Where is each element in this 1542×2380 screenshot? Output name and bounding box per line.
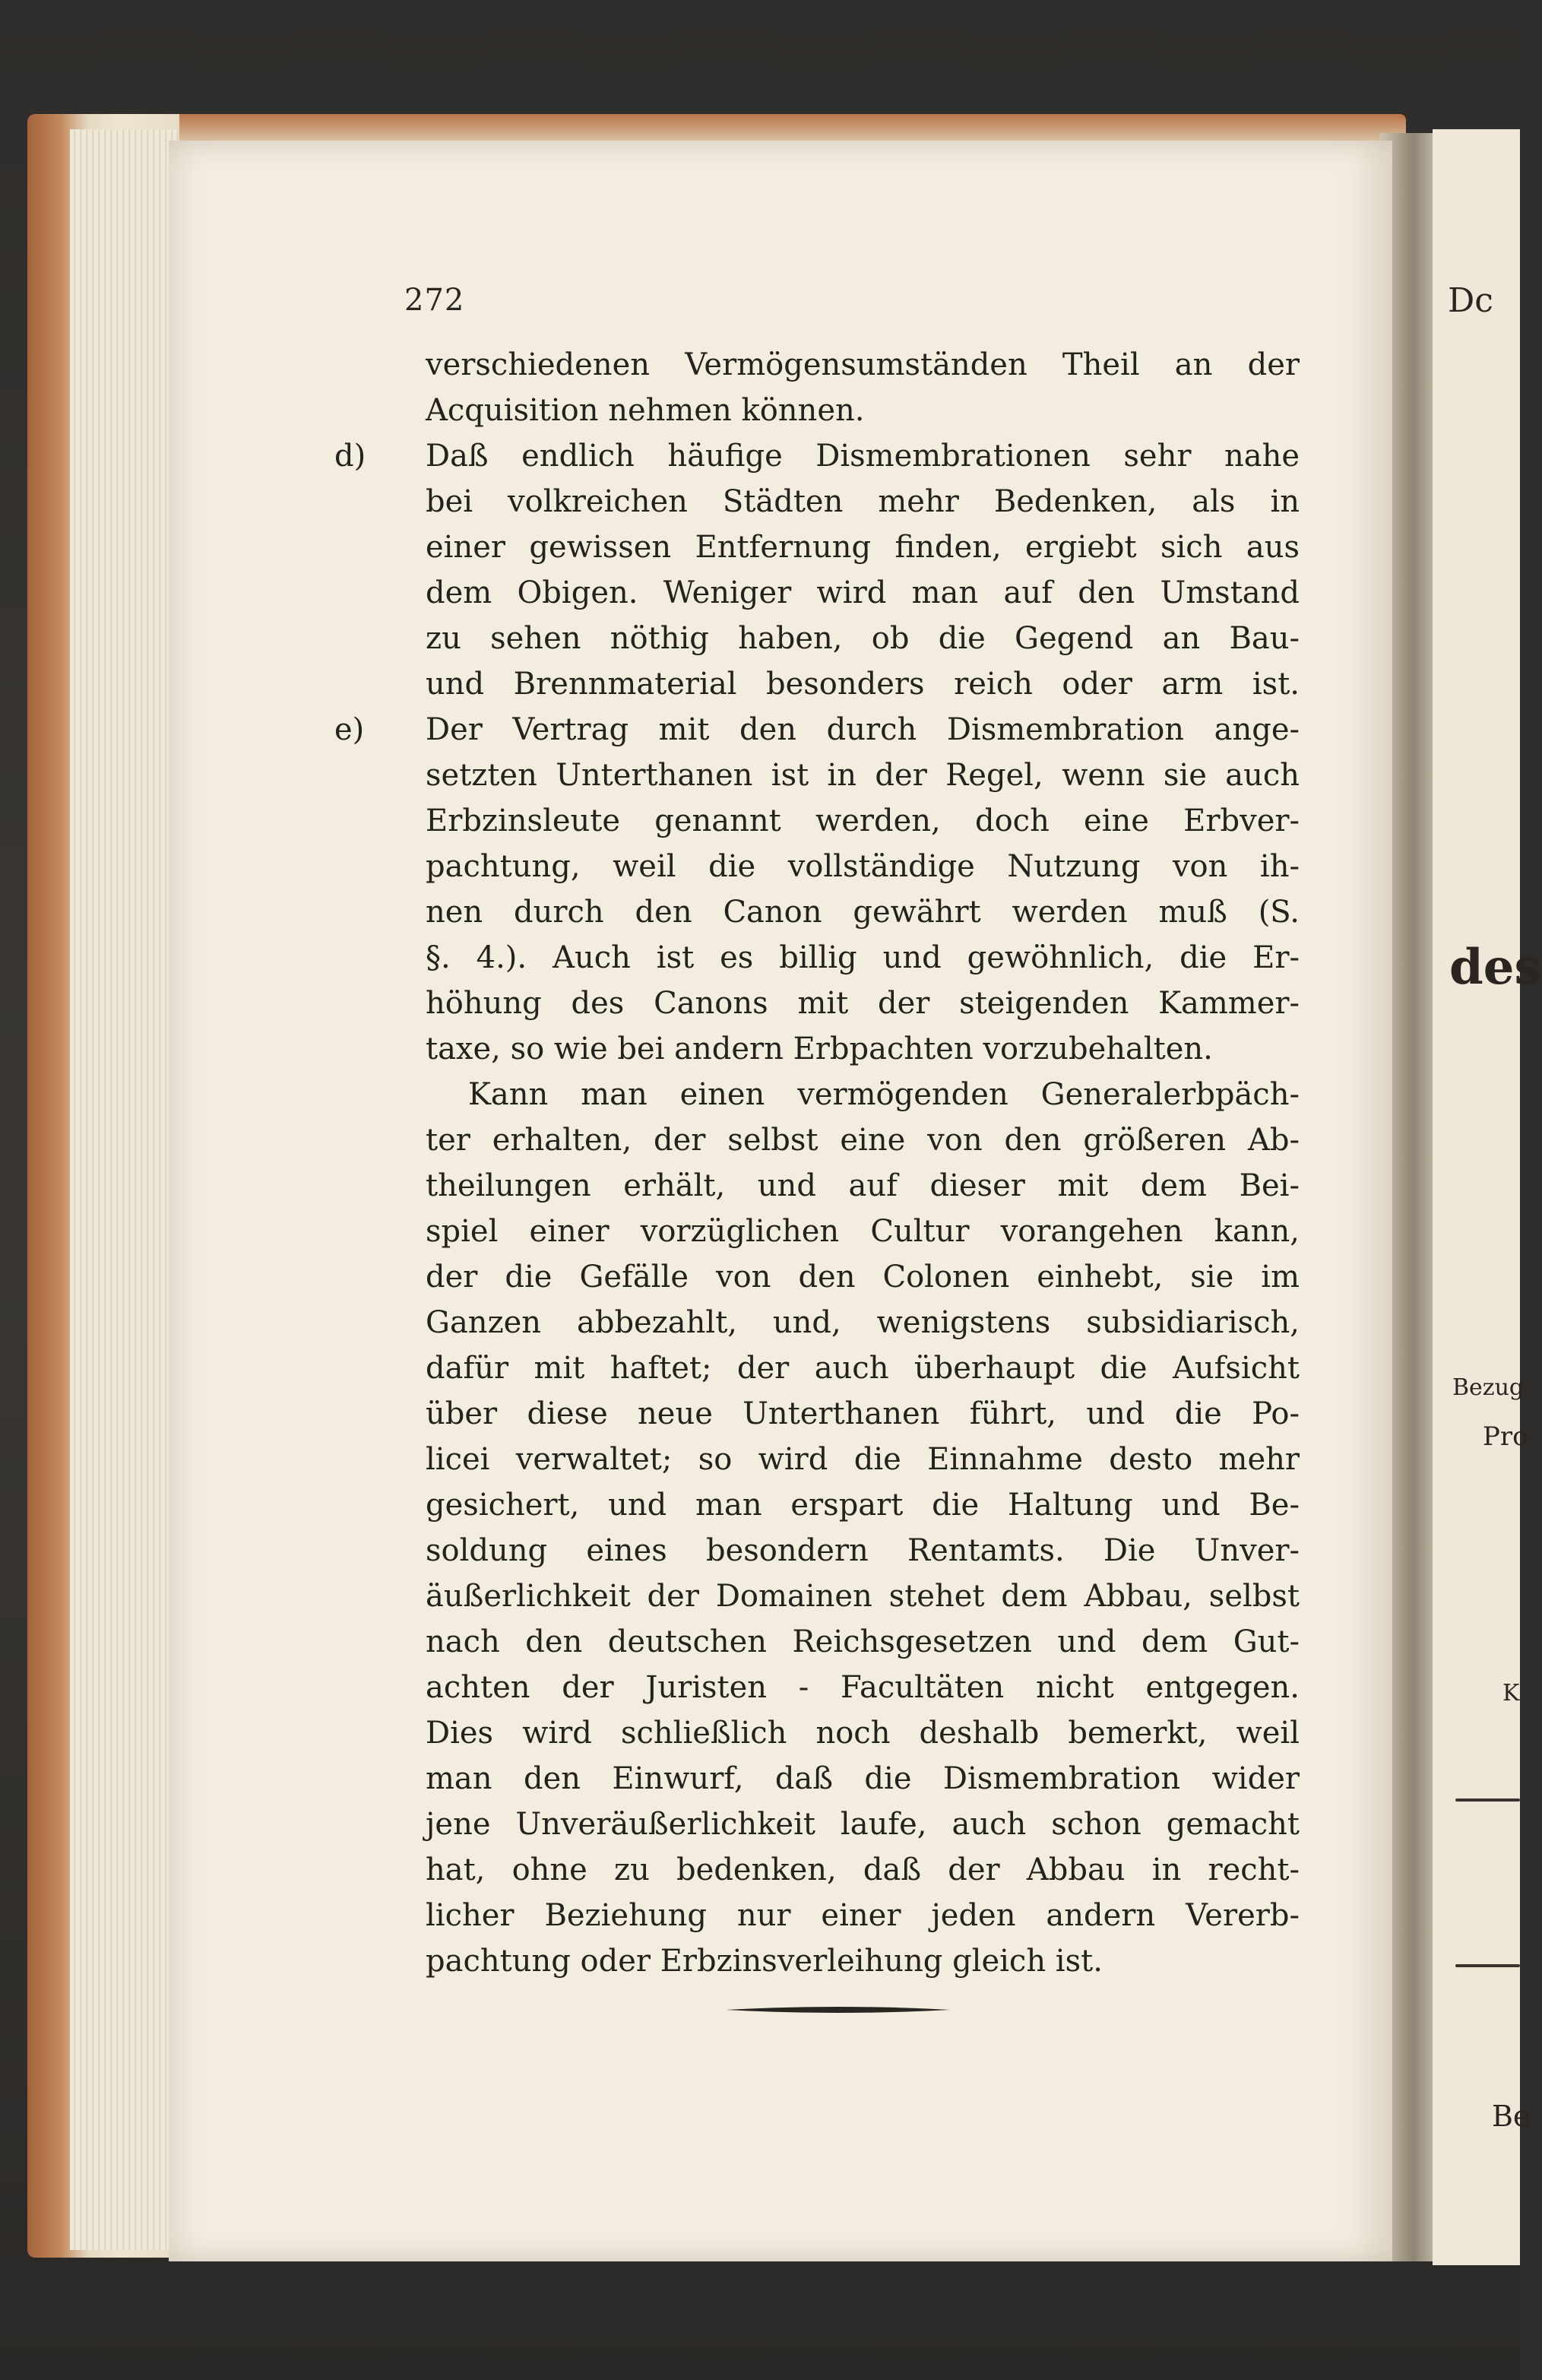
page-stack (70, 129, 176, 2250)
text-line: bei volkreichen Städten mehr Bedenken, als in (426, 484, 1300, 519)
facing-fragment: Pro (1483, 1421, 1528, 1452)
text-line: jene Unveräußerlichkeit laufe, auch schon gemacht (426, 1807, 1300, 1842)
facing-fragment: K (1502, 1680, 1520, 1707)
text-line: über diese neue Unterthanen führt, und die Po- (426, 1396, 1300, 1431)
text-line: Acquisition nehmen können. (426, 393, 865, 428)
facing-fragment: Bezug (1452, 1374, 1525, 1401)
text-line: achten der Juristen - Facultäten nicht entgegen. (426, 1670, 1300, 1705)
item-marker-d: d) (334, 439, 366, 474)
facing-fragment: Be (1492, 2100, 1531, 2133)
text-line: soldung eines besondern Rentamts. Die Unver- (426, 1533, 1300, 1568)
text-line: hat, ohne zu bedenken, daß der Abbau in recht- (426, 1852, 1300, 1887)
book-top-edge (38, 114, 1406, 144)
text-line: Der Vertrag mit den durch Dismembration ange- (426, 712, 1300, 747)
text-line: pachtung, weil die vollständige Nutzung von ih- (426, 849, 1300, 884)
text-line: nach den deutschen Reichsgesetzen und dem Gut- (426, 1624, 1300, 1659)
facing-rule (1455, 1798, 1520, 1802)
item-marker-e: e) (334, 712, 365, 747)
text-line: theilungen erhält, und auf dieser mit dem Bei- (426, 1168, 1300, 1203)
text-line: verschiedenen Vermögensumständen Theil an der (426, 347, 1300, 382)
text-line: höhung des Canons mit der steigenden Kammer- (426, 986, 1300, 1021)
text-line: zu sehen nöthig haben, ob die Gegend an Bau- (426, 621, 1300, 656)
text-line: §. 4.). Auch ist es billig und gewöhnlich, die Er- (426, 940, 1300, 975)
text-line: Erbzinsleute genannt werden, doch eine Erbver- (426, 803, 1300, 838)
text-line: licher Beziehung nur einer jeden andern Vererb- (426, 1898, 1300, 1933)
end-ornament-rule (726, 2005, 950, 2014)
text-line: äußerlichkeit der Domainen stehet dem Abbau, selbst (426, 1579, 1300, 1614)
facing-rule (1455, 1964, 1520, 1967)
text-line: ter erhalten, der selbst eine von den größeren Ab- (426, 1123, 1300, 1158)
text-line: Daß endlich häufige Dismembrationen sehr nahe (426, 439, 1300, 474)
facing-fragment: des (1449, 939, 1542, 996)
text-line: licei verwaltet; so wird die Einnahme desto mehr (426, 1442, 1300, 1477)
text-line: Dies wird schließlich noch deshalb bemerkt, weil (426, 1716, 1300, 1751)
text-line: pachtung oder Erbzinsverleihung gleich ist. (426, 1944, 1103, 1979)
page-number: 272 (404, 283, 465, 318)
text-line: dem Obigen. Weniger wird man auf den Umstand (426, 575, 1300, 610)
text-line: dafür mit haftet; der auch überhaupt die Aufsicht (426, 1351, 1300, 1386)
text-line: Ganzen abbezahlt, und, wenigstens subsidiarisch, (426, 1305, 1300, 1340)
text-line: taxe, so wie bei andern Erbpachten vorzubehalten. (426, 1032, 1213, 1066)
text-line: Kann man einen vermögenden Generalerbpäch- (468, 1077, 1300, 1112)
facing-fragment: Dc (1448, 281, 1493, 320)
text-line: der die Gefälle von den Colonen einhebt, sie im (426, 1260, 1300, 1295)
facing-page (1433, 129, 1542, 2265)
text-line: gesichert, und man erspart die Haltung und Be- (426, 1488, 1300, 1523)
text-line: spiel einer vorzüglichen Cultur vorangehen kann, (426, 1214, 1300, 1249)
text-line: und Brennmaterial besonders reich oder arm ist. (426, 667, 1300, 702)
text-line: man den Einwurf, daß die Dismembration wider (426, 1761, 1300, 1796)
text-line: nen durch den Canon gewährt werden muß (S. (426, 895, 1300, 930)
text-line: einer gewissen Entfernung finden, ergiebt sich aus (426, 530, 1300, 565)
text-line: setzten Unterthanen ist in der Regel, wenn sie auch (426, 758, 1300, 793)
